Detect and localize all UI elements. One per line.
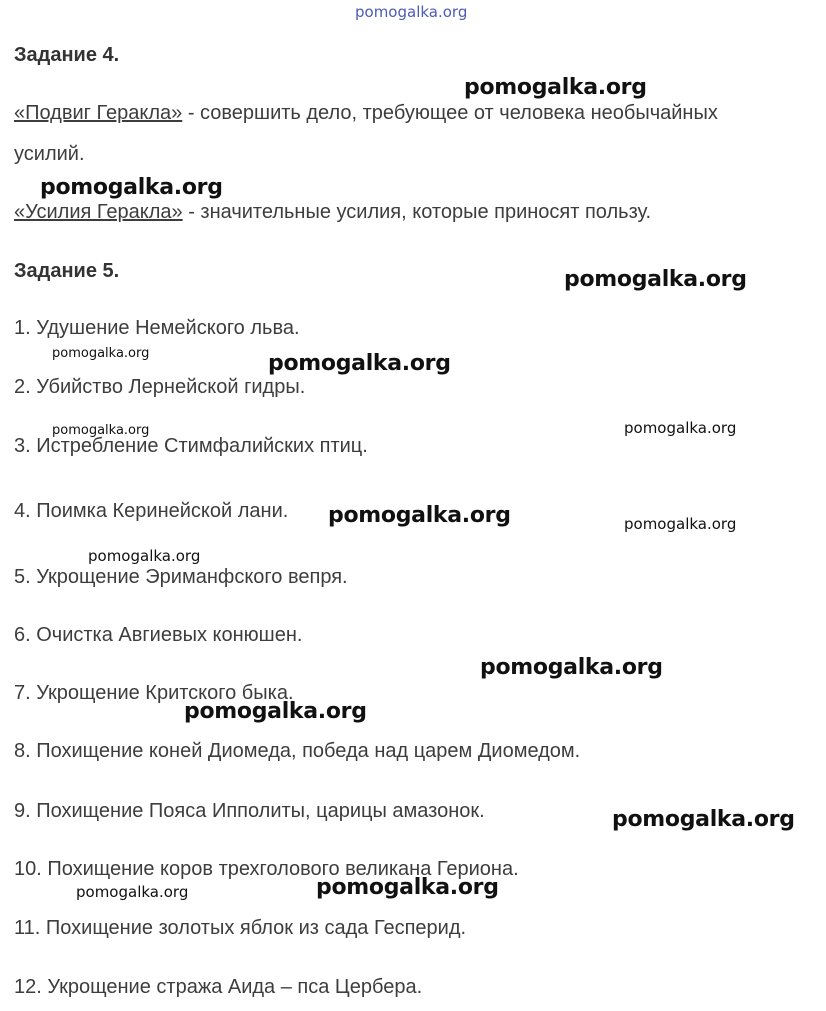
task4-item1-continuation: усилий. bbox=[14, 143, 85, 165]
task4-item2 bbox=[14, 201, 651, 224]
task5-item: 3. Истребление Стимфалийских птиц. bbox=[14, 435, 368, 457]
task5-item: 6. Очистка Авгиевых конюшен. bbox=[14, 624, 303, 646]
task5-item: 5. Укрощение Эриманфского вепря. bbox=[14, 566, 348, 588]
task4-item1-definition: - совершить дело, требующее от человека необычайных bbox=[182, 102, 718, 124]
task5-item: 1. Удушение Немейского льва. bbox=[14, 317, 300, 339]
task4-item2-definition: - значительные усилия, которые приносят пользу. bbox=[182, 201, 652, 223]
watermark: pomogalka.org bbox=[268, 351, 451, 376]
task5-item: 2. Убийство Лернейской гидры. bbox=[14, 376, 306, 398]
site-header-link[interactable]: pomogalka.org bbox=[355, 3, 468, 21]
watermark: pomogalka.org bbox=[624, 515, 737, 533]
watermark: pomogalka.org bbox=[52, 346, 150, 361]
watermark: pomogalka.org bbox=[612, 807, 795, 832]
task4-item1-term: «Подвиг Геракла» bbox=[14, 102, 183, 124]
watermark: pomogalka.org bbox=[564, 267, 747, 292]
watermark: pomogalka.org bbox=[184, 699, 367, 724]
task5-item: 7. Укрощение Критского быка. bbox=[14, 682, 294, 704]
watermark: pomogalka.org bbox=[328, 503, 511, 528]
task4-item2-term: «Усилия Геракла» bbox=[14, 201, 183, 223]
task5-item: 8. Похищение коней Диомеда, победа над царем Диомедом. bbox=[14, 740, 581, 762]
task5-item: 4. Поимка Керинейской лани. bbox=[14, 500, 289, 522]
watermark: pomogalka.org bbox=[480, 655, 663, 680]
task5-title: Задание 5. bbox=[14, 260, 120, 282]
task5-item: 12. Укрощение стража Аида – пса Цербера. bbox=[14, 976, 423, 998]
task4-title: Задание 4. bbox=[14, 44, 120, 66]
watermark: pomogalka.org bbox=[52, 423, 150, 438]
task5-item: 11. Похищение золотых яблок из сада Гесперид. bbox=[14, 917, 467, 939]
task4-item1 bbox=[14, 102, 718, 125]
watermark: pomogalka.org bbox=[464, 75, 647, 100]
watermark: pomogalka.org bbox=[316, 875, 499, 900]
task5-item: 9. Похищение Пояса Ипполиты, царицы амазонок. bbox=[14, 800, 485, 822]
watermark: pomogalka.org bbox=[88, 547, 201, 565]
watermark: pomogalka.org bbox=[76, 883, 189, 901]
task5-item: 10. Похищение коров трехголового великана Гериона. bbox=[14, 858, 519, 880]
watermark: pomogalka.org bbox=[624, 419, 737, 437]
watermark: pomogalka.org bbox=[40, 175, 223, 200]
